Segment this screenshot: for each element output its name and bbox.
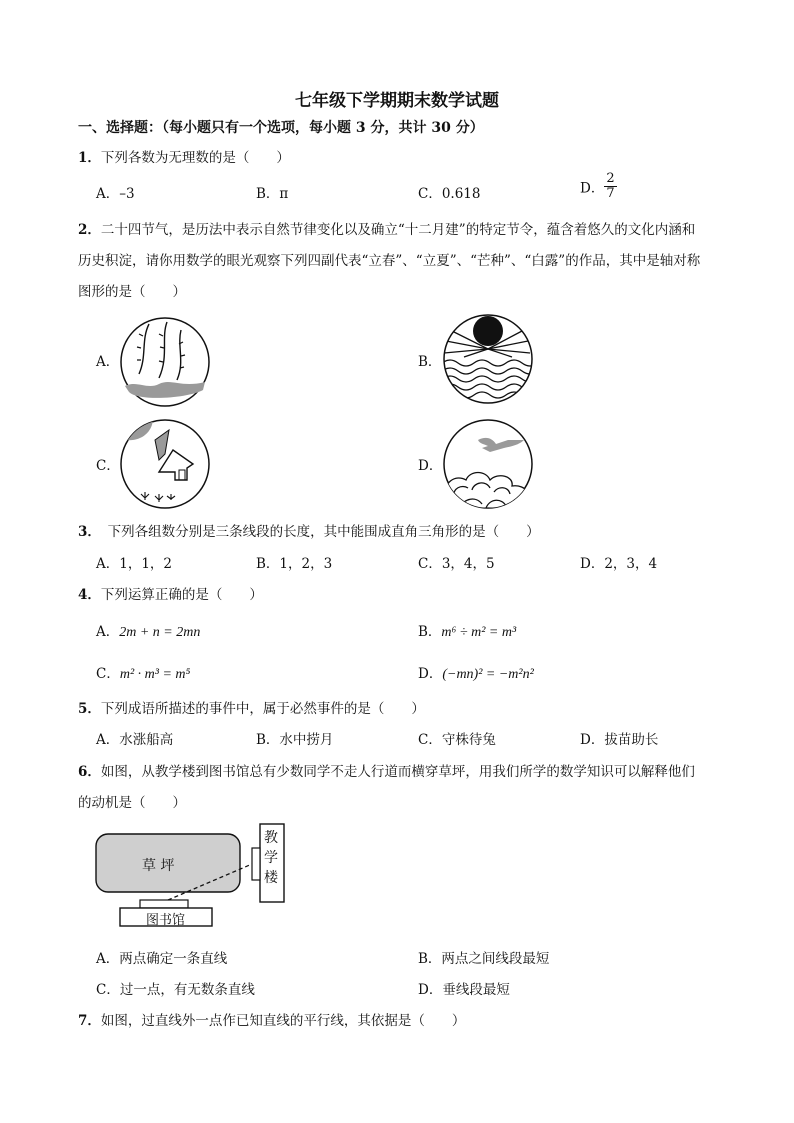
question-6-text: 如图，从教学楼到图书馆总有少数同学不走人行道而横穿草坪，用我们所学的数学知识可以解释他们 bbox=[100, 764, 695, 780]
question-5-stem: 下列成语所描述的事件中，属于必然事件的是（ ） bbox=[100, 701, 425, 717]
solar-term-figure-summer bbox=[442, 313, 534, 405]
q4-option-d bbox=[418, 662, 534, 683]
question-7-stem: 如图，过直线外一点作已知直线的平行线，其依据是（ ） bbox=[100, 1013, 466, 1029]
question-2-line-2: 历史积淀，请你用数学的眼光观察下列四副代表“立春”、“立夏”、“芒种”、“白露”的作品，其中是轴对称 bbox=[78, 253, 701, 269]
building-char: 教 bbox=[264, 830, 278, 846]
q6-option-b: B．两点之间线段最短 bbox=[418, 951, 550, 967]
q5-option-c: C．守株待兔 bbox=[418, 732, 496, 748]
question-1-stem: 下列各数为无理数的是（ ） bbox=[100, 150, 290, 166]
q4-option-c-expression: m² · m³ = m⁵ bbox=[119, 667, 191, 682]
teaching-building-label bbox=[264, 828, 280, 888]
question-5-number: 5． bbox=[78, 701, 101, 717]
q3-option-c: C．3，4，5 bbox=[418, 556, 495, 572]
q4-option-a-expression: 2m + n = 2mn bbox=[119, 625, 201, 640]
question-4-stem: 下列运算正确的是（ ） bbox=[100, 587, 263, 603]
q4-option-b bbox=[418, 620, 516, 641]
q6-option-c: C．过一点，有无数条直线 bbox=[96, 982, 255, 998]
question-6-line-2: 的动机是（ ） bbox=[78, 795, 186, 811]
question-2-line-1 bbox=[78, 218, 695, 238]
q1-option-b: B．π bbox=[256, 186, 289, 202]
q4-option-c-label: C． bbox=[96, 666, 120, 682]
building-char: 楼 bbox=[264, 870, 278, 886]
question-6-number: 6． bbox=[78, 764, 101, 780]
solar-term-figure-grain bbox=[119, 418, 211, 510]
fraction bbox=[604, 172, 616, 201]
q6-option-a: A．两点确定一条直线 bbox=[96, 951, 228, 967]
library-label: 图书馆 bbox=[146, 913, 186, 928]
question-7-number: 7． bbox=[78, 1013, 101, 1029]
q4-option-a-label: A． bbox=[96, 624, 120, 640]
question-4 bbox=[78, 583, 263, 603]
q5-option-a: A．水涨船高 bbox=[96, 732, 174, 748]
section-heading-choice: 一、选择题：（每小题只有一个选项，每小题 3 分，共计 30 分） bbox=[78, 120, 484, 136]
q4-option-a bbox=[96, 620, 200, 641]
solar-term-figure-dew bbox=[442, 418, 534, 510]
q3-option-d: D．2，3，4 bbox=[580, 556, 658, 572]
q2-option-c-label: C． bbox=[96, 458, 120, 474]
question-7 bbox=[78, 1009, 465, 1029]
q6-option-d: D．垂线段最短 bbox=[418, 982, 510, 998]
lawn-label: 草 坪 bbox=[142, 858, 175, 874]
question-3-number: 3． bbox=[78, 524, 95, 540]
q4-option-c bbox=[96, 662, 190, 683]
fraction-denominator: 7 bbox=[606, 186, 615, 201]
building-char: 学 bbox=[264, 850, 278, 866]
q4-option-b-expression: m⁶ ÷ m² = m³ bbox=[441, 625, 517, 640]
q1-option-a: A．–3 bbox=[96, 186, 135, 202]
q1-option-d-label: D． bbox=[580, 180, 605, 197]
q4-option-d-label: D． bbox=[418, 666, 443, 682]
page-title: 七年级下学期期末数学试题 bbox=[295, 91, 499, 111]
solar-term-figure-spring bbox=[119, 316, 211, 408]
question-2-text: 二十四节气，是历法中表示自然节律变化以及确立“十二月建”的特定节令，蕴含着悠久的文化内涵和 bbox=[100, 222, 696, 238]
q1-option-d bbox=[580, 172, 617, 201]
q1-option-c: C．0.618 bbox=[418, 186, 481, 202]
q5-option-b: B．水中捞月 bbox=[256, 732, 334, 748]
q2-option-a-label: A． bbox=[96, 354, 120, 370]
library-entrance-shape bbox=[140, 900, 188, 908]
q2-option-b-label: B． bbox=[418, 354, 442, 370]
q2-option-d-label: D． bbox=[418, 458, 443, 474]
question-2-line-3: 图形的是（ ） bbox=[78, 284, 186, 300]
question-3-stem: 下列各组数分别是三条线段的长度，其中能围成直角三角形的是（ ） bbox=[94, 524, 540, 540]
q4-option-b-label: B． bbox=[418, 624, 442, 640]
q3-option-b: B．1，2，3 bbox=[256, 556, 333, 572]
question-1 bbox=[78, 146, 290, 166]
fraction-numerator: 2 bbox=[606, 171, 615, 186]
question-5 bbox=[78, 697, 425, 717]
question-4-number: 4． bbox=[78, 587, 101, 603]
building-entrance-shape bbox=[252, 848, 260, 880]
question-1-number: 1． bbox=[78, 150, 101, 166]
question-2-number: 2． bbox=[78, 222, 101, 238]
q5-option-d: D．拔苗助长 bbox=[580, 732, 659, 748]
question-6-line-1 bbox=[78, 760, 695, 780]
question-3 bbox=[78, 520, 540, 540]
q3-option-a: A．1，1，2 bbox=[96, 556, 173, 572]
q4-option-d-expression: (−mn)² = −m²n² bbox=[442, 667, 534, 682]
